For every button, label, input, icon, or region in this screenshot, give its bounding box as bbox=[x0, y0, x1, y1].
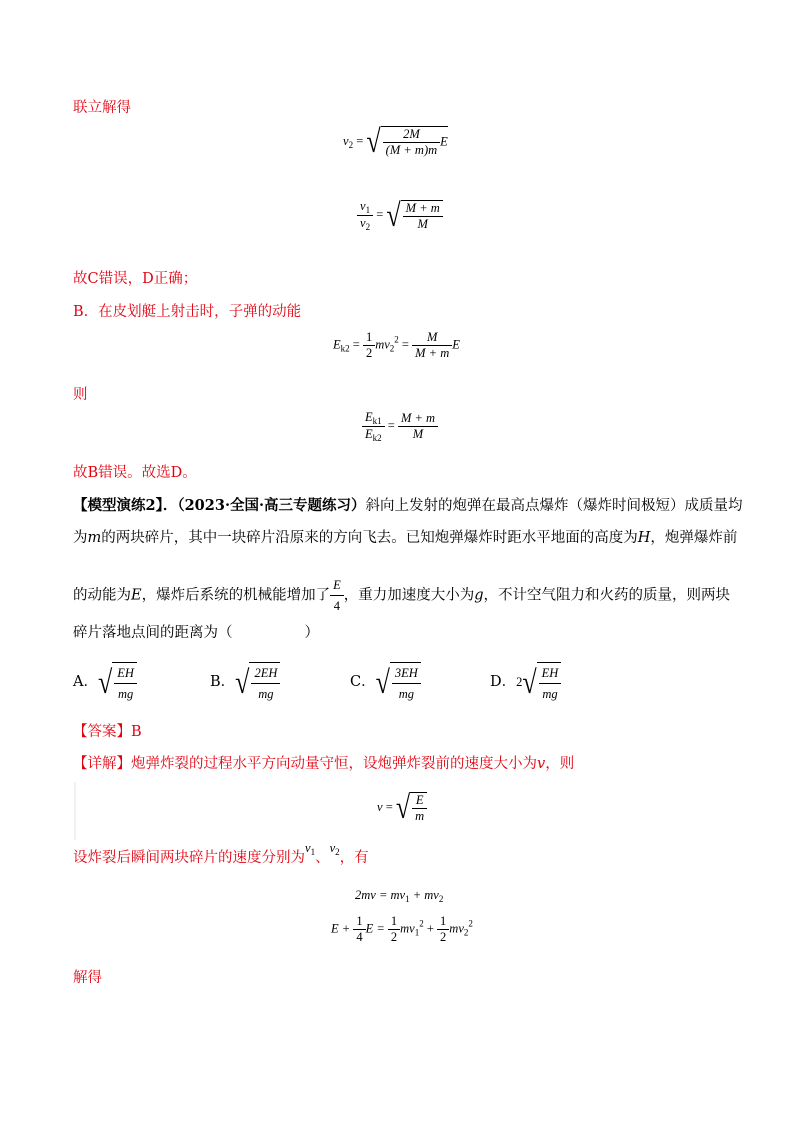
answer-line: 【答案】B bbox=[73, 724, 142, 740]
detail-line: 【详解】炮弹炸裂的过程水平方向动量守恒，设炮弹炸裂前的速度大小为v，则 bbox=[73, 756, 575, 772]
option-d[interactable]: D．2√ $\frac{EH}{mg}$ bbox=[490, 662, 561, 704]
question-source: （2023·全国·高三专题练习） bbox=[177, 497, 366, 514]
text-c-wrong: 故C错误，D正确； bbox=[73, 271, 198, 287]
question-line-3: 的动能为E，爆炸后系统的机械能增加了 $\frac{E}{4}$ ，重力加速度大小为g，不计空气阻力和火药的质量，则两块 bbox=[73, 575, 730, 616]
divider-bar bbox=[74, 782, 76, 840]
velocities-line: 设炸裂后瞬间两块碎片的速度分别为$v_1$、$v_2$，有 bbox=[73, 841, 369, 866]
option-b[interactable]: B．√ $\frac{2EH}{mg}$ bbox=[210, 662, 280, 704]
equation-v1-over-v2: $\frac{v_1}{v_2}$ = √ $\frac{M + m}{M}$ bbox=[357, 199, 443, 232]
text-b-intro: B．在皮划艇上射击时，子弹的动能 bbox=[73, 304, 302, 320]
equation-ek-ratio: $\frac{E_{k1}}{E_{k2}}$ = $\frac{M + m}{M}$ bbox=[362, 410, 438, 443]
question-line-1: 【模型演练2】．（2023·全国·高三专题练习）斜向上发射的炮弹在最高点爆炸（爆炸时间极短）成质量均 bbox=[73, 497, 743, 514]
option-a[interactable]: A．√ $\frac{EH}{mg}$ bbox=[73, 662, 137, 704]
equation-ek2: $E_{k2}$ = $\frac{1}{2}$ $mv_2^2$ = $\frac{M}{M + m}$ E bbox=[333, 330, 460, 360]
text-jiede: 解得 bbox=[73, 970, 102, 986]
text-ze: 则 bbox=[73, 387, 88, 403]
option-c[interactable]: C．√ $\frac{3EH}{mg}$ bbox=[350, 662, 421, 704]
equation-energy: E + $\frac{1}{4}$ E = $\frac{1}{2}$ $mv_1^2$ + $\frac{1}{2}$ $mv_2^2$ bbox=[331, 914, 473, 944]
equation-v: v = √ $\frac{E}{m}$ bbox=[377, 792, 427, 824]
question-line-2: 为m的两块碎片，其中一块碎片沿原来的方向飞去。已知炮弹爆炸时距水平地面的高度为H，炮弹爆炸前 bbox=[73, 530, 738, 546]
text-lianli: 联立解得 bbox=[73, 100, 131, 116]
question-line-4: 碎片落地点间的距离为（ ） bbox=[73, 625, 319, 641]
question-tag: 【模型演练2】． bbox=[73, 497, 178, 514]
text-b-wrong: 故B错误。故选D。 bbox=[73, 465, 197, 481]
equation-v2: $v_2$ = √ $\frac{2M}{(M + m)m}$ E bbox=[343, 123, 448, 160]
equation-momentum: $2mv = mv_1 + mv_2$ bbox=[355, 888, 444, 904]
